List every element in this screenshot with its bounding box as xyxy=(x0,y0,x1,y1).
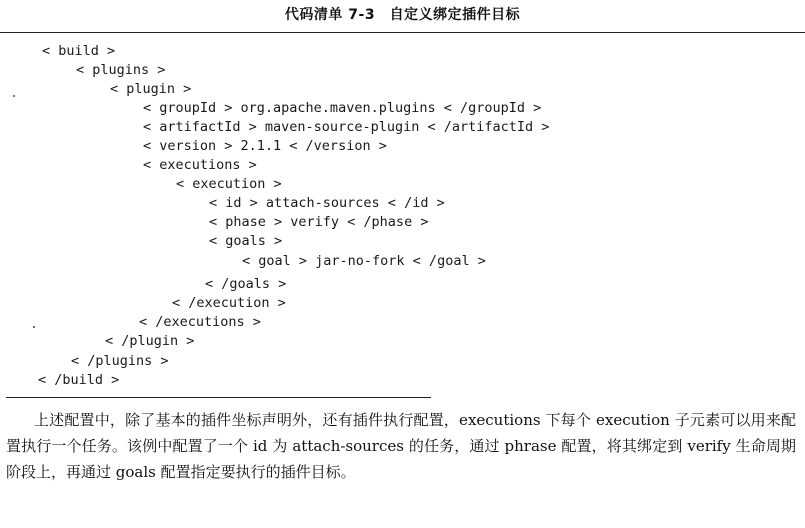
code-line: < version > 2.1.1 < /version > xyxy=(143,138,387,154)
code-line: < /executions > xyxy=(139,314,261,330)
code-line: < plugin > xyxy=(110,81,192,97)
code-line: < /plugins > xyxy=(71,353,169,369)
code-line: < /execution > xyxy=(172,295,286,311)
top-rule xyxy=(0,32,805,33)
scan-speck xyxy=(33,326,35,328)
code-line: < id > attach-sources < /id > xyxy=(209,195,445,211)
code-line: < /goals > xyxy=(205,276,287,292)
code-line: < goal > jar-no-fork < /goal > xyxy=(242,253,486,269)
listing-title: 代码清单 7-3 自定义绑定插件目标 xyxy=(284,7,521,23)
code-line: < /plugin > xyxy=(105,333,195,349)
code-line: < executions > xyxy=(143,157,257,173)
code-line: < build > xyxy=(42,43,116,59)
bottom-rule xyxy=(6,397,431,398)
code-line: < phase > verify < /phase > xyxy=(209,214,429,230)
scan-speck xyxy=(13,95,15,97)
code-line: < groupId > org.apache.maven.plugins < /groupId > xyxy=(143,100,542,116)
code-line: < /build > xyxy=(38,372,120,388)
code-line: < goals > xyxy=(209,233,283,249)
explanation-paragraph: 上述配置中，除了基本的插件坐标声明外，还有插件执行配置，executions 下每个 execution 子元素可以用来配置执行一个任务。该例中配置了一个 id 为 attach-sources 的任务，通过 phrase 配置，将其绑定到 verify 生命周期阶段上，再通过 goals 配置指定要执行的插件目标。 xyxy=(6,411,796,481)
code-line: < execution > xyxy=(176,176,282,192)
code-line: < artifactId > maven-source-plugin < /artifactId > xyxy=(143,119,550,135)
code-line: < plugins > xyxy=(76,62,166,78)
